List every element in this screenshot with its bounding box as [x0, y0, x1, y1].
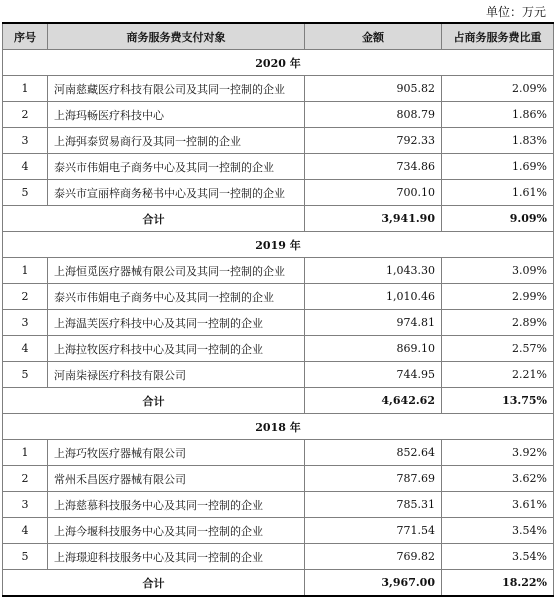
total-label: 合计 — [3, 570, 305, 597]
row-amount: 1,010.46 — [305, 284, 442, 310]
total-label: 合计 — [3, 206, 305, 232]
table-row — [3, 310, 554, 336]
row-ratio: 2.89% — [442, 310, 554, 336]
row-no: 5 — [3, 362, 48, 388]
year-row — [3, 414, 554, 440]
total-label: 合计 — [3, 388, 305, 414]
table-row — [3, 258, 554, 284]
header-payee: 商务服务费支付对象 — [48, 23, 305, 50]
total-ratio: 9.09% — [442, 206, 554, 232]
row-amount: 792.33 — [305, 128, 442, 154]
row-no: 1 — [3, 258, 48, 284]
total-ratio: 18.22% — [442, 570, 554, 597]
header-ratio: 占商务服务费比重 — [442, 23, 554, 50]
row-ratio: 1.61% — [442, 180, 554, 206]
row-amount: 974.81 — [305, 310, 442, 336]
row-amount: 869.10 — [305, 336, 442, 362]
row-ratio: 3.54% — [442, 518, 554, 544]
year-label: 2019 年 — [3, 232, 554, 258]
table-row — [3, 544, 554, 570]
row-ratio: 1.86% — [442, 102, 554, 128]
row-amount: 785.31 — [305, 492, 442, 518]
row-no: 2 — [3, 466, 48, 492]
row-amount: 700.10 — [305, 180, 442, 206]
table-body — [3, 50, 554, 597]
row-amount: 771.54 — [305, 518, 442, 544]
row-ratio: 3.61% — [442, 492, 554, 518]
row-payee: 泰兴市宣丽梓商务秘书中心及其同一控制的企业 — [48, 180, 305, 206]
row-payee: 河南柒禄医疗科技有限公司 — [48, 362, 305, 388]
row-no: 4 — [3, 518, 48, 544]
row-amount: 852.64 — [305, 440, 442, 466]
row-amount: 769.82 — [305, 544, 442, 570]
row-payee: 上海巧牧医疗器械有限公司 — [48, 440, 305, 466]
row-ratio: 2.09% — [442, 76, 554, 102]
row-amount: 787.69 — [305, 466, 442, 492]
row-ratio: 3.09% — [442, 258, 554, 284]
table-row — [3, 102, 554, 128]
row-no: 2 — [3, 284, 48, 310]
row-ratio: 2.21% — [442, 362, 554, 388]
row-ratio: 2.99% — [442, 284, 554, 310]
row-payee: 上海璟迎科技服务中心及其同一控制的企业 — [48, 544, 305, 570]
row-amount: 1,043.30 — [305, 258, 442, 284]
table-row — [3, 180, 554, 206]
year-row — [3, 232, 554, 258]
year-row — [3, 50, 554, 76]
year-label: 2018 年 — [3, 414, 554, 440]
header-row — [3, 23, 554, 50]
row-amount: 734.86 — [305, 154, 442, 180]
table-row — [3, 154, 554, 180]
row-payee: 常州禾昌医疗器械有限公司 — [48, 466, 305, 492]
row-payee: 上海恒觅医疗器械有限公司及其同一控制的企业 — [48, 258, 305, 284]
row-payee: 上海慈慕科技服务中心及其同一控制的企业 — [48, 492, 305, 518]
row-no: 5 — [3, 544, 48, 570]
row-no: 3 — [3, 492, 48, 518]
row-ratio: 2.57% — [442, 336, 554, 362]
unit-label: 单位：万元 — [485, 5, 546, 19]
total-ratio: 13.75% — [442, 388, 554, 414]
row-payee: 泰兴市伟娟电子商务中心及其同一控制的企业 — [48, 284, 305, 310]
row-no: 1 — [3, 76, 48, 102]
row-payee: 上海玛畅医疗科技中心 — [48, 102, 305, 128]
row-ratio: 3.62% — [442, 466, 554, 492]
row-amount: 808.79 — [305, 102, 442, 128]
row-no: 1 — [3, 440, 48, 466]
header-no: 序号 — [3, 23, 48, 50]
table-row — [3, 76, 554, 102]
row-payee: 上海拉牧医疗科技中心及其同一控制的企业 — [48, 336, 305, 362]
table-row — [3, 492, 554, 518]
row-ratio: 1.83% — [442, 128, 554, 154]
table-row — [3, 518, 554, 544]
row-ratio: 3.92% — [442, 440, 554, 466]
row-amount: 744.95 — [305, 362, 442, 388]
table-row — [3, 466, 554, 492]
table-row — [3, 336, 554, 362]
year-label: 2020 年 — [3, 50, 554, 76]
row-payee: 上海弭泰贸易商行及其同一控制的企业 — [48, 128, 305, 154]
row-amount: 905.82 — [305, 76, 442, 102]
row-no: 3 — [3, 128, 48, 154]
header-amount: 金额 — [305, 23, 442, 50]
table-row — [3, 128, 554, 154]
row-no: 4 — [3, 336, 48, 362]
service-fee-table — [2, 22, 554, 597]
row-payee: 上海今堰科技服务中心及其同一控制的企业 — [48, 518, 305, 544]
row-no: 4 — [3, 154, 48, 180]
total-amount: 4,642.62 — [305, 388, 442, 414]
total-amount: 3,941.90 — [305, 206, 442, 232]
total-amount: 3,967.00 — [305, 570, 442, 597]
total-row — [3, 570, 554, 597]
row-ratio: 3.54% — [442, 544, 554, 570]
row-payee: 泰兴市伟娟电子商务中心及其同一控制的企业 — [48, 154, 305, 180]
total-row — [3, 206, 554, 232]
table-row — [3, 284, 554, 310]
table-row — [3, 362, 554, 388]
row-payee: 河南慈藏医疗科技有限公司及其同一控制的企业 — [48, 76, 305, 102]
row-no: 2 — [3, 102, 48, 128]
total-row — [3, 388, 554, 414]
table-row — [3, 440, 554, 466]
row-no: 3 — [3, 310, 48, 336]
row-ratio: 1.69% — [442, 154, 554, 180]
row-no: 5 — [3, 180, 48, 206]
row-payee: 上海温芙医疗科技中心及其同一控制的企业 — [48, 310, 305, 336]
